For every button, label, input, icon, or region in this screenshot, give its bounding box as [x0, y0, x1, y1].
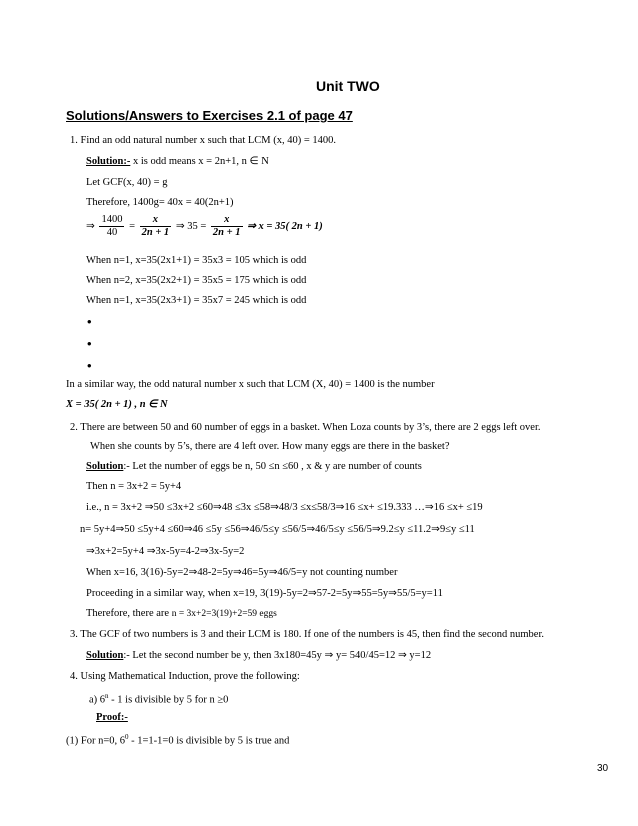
- solution-label: Solution: [86, 650, 124, 661]
- question-1: 1. Find an odd natural number x such that LCM (x, 40) = 1400.: [70, 135, 337, 146]
- fraction-2: $\frac{x}{2n + 1}$: [141, 214, 170, 238]
- eq-end: ⇒ x = 35( 2n + 1): [247, 220, 323, 232]
- eq-arrow: ⇒: [86, 220, 95, 232]
- fraction-1: $\frac{1400}{40}$: [101, 214, 123, 238]
- solution-label: Solution: [86, 461, 124, 472]
- unit-title: Unit TWO: [316, 78, 380, 94]
- q1-answer: X = 35( 2n + 1) , n ∈ N: [66, 399, 168, 410]
- q3-solution: [86, 649, 431, 662]
- q1-equation: [86, 214, 323, 239]
- q2-line-2: i.e., n = 3x+2 ⇒50 ≤3x+2 ≤60⇒48 ≤3x ≤58⇒48/3 ≤x≤58/3⇒16 ≤x+ ≤19.333 …⇒16 ≤x+ ≤19: [86, 502, 483, 513]
- q2-solution: [86, 460, 422, 473]
- q2-line-1: Then n = 3x+2 = 5y+4: [86, 481, 182, 492]
- page-number: 30: [597, 763, 609, 774]
- q1-solution: [86, 155, 269, 168]
- question-3: 3. The GCF of two numbers is 3 and their LCM is 180. If one of the numbers is 45, then find the second number.: [70, 629, 544, 640]
- solution-text: x is odd means x = 2n+1, n ∈ N: [130, 156, 269, 167]
- eq-equals: =: [129, 220, 135, 232]
- q4-part-a: a) 6$^n$ - 1 is divisible by 5 for n ≥0: [89, 692, 229, 706]
- q2-line-5: When x=16, 3(16)-5y=2⇒48-2=5y⇒46=5y⇒46/5=y not counting number: [86, 567, 398, 578]
- q1-case-1: When n=1, x=35(2x1+1) = 35x3 = 105 which is odd: [86, 255, 307, 266]
- q2-line-7: Therefore, there are n = 3x+2=3(19)+2=59 eggs: [86, 608, 277, 619]
- q2-line-4: ⇒3x+2=5y+4 ⇒3x-5y=4-2⇒3x-5y=2: [86, 546, 245, 557]
- q4-proof-label: Proof:-: [96, 712, 128, 723]
- q1-gcf: Let GCF(x, 40) = g: [86, 177, 168, 188]
- solution-text: :- Let the number of eggs be n, 50 ≤n ≤60 , x & y are number of counts: [123, 461, 422, 472]
- question-2-line-1: 2. There are between 50 and 60 number of eggs in a basket. When Loza counts by 3’s, there are 2 eggs left over.: [70, 422, 541, 433]
- eq-middle: ⇒ 35 =: [175, 220, 207, 232]
- q2-line-3: n= 5y+4⇒50 ≤5y+4 ≤60⇒46 ≤5y ≤56⇒46/5≤y ≤56/5⇒46/5≤y ≤56/5⇒9.2≤y ≤11.2⇒9≤y ≤11: [80, 524, 475, 535]
- solution-label: Solution:-: [86, 156, 131, 167]
- q1-case-3: When n=1, x=35(2x3+1) = 35x7 = 245 which is odd: [86, 295, 307, 306]
- q1-therefore: Therefore, 1400g= 40x = 40(2n+1): [86, 197, 234, 208]
- section-heading: Solutions/Answers to Exercises 2.1 of page 47: [66, 108, 353, 123]
- ellipsis-dot: •: [87, 358, 92, 373]
- ellipsis-dot: •: [87, 314, 92, 329]
- q2-line-6: Proceeding in a similar way, when x=19, 3(19)-5y=2⇒57-2=5y⇒55=5y⇒55/5=y=11: [86, 588, 443, 599]
- ellipsis-dot: •: [87, 336, 92, 351]
- solution-text: :- Let the second number be y, then 3x180=45y ⇒ y= 540/45=12 ⇒ y=12: [123, 650, 432, 661]
- q1-similar: In a similar way, the odd natural number x such that LCM (X, 40) = 1400 is the number: [66, 379, 435, 390]
- q1-case-2: When n=2, x=35(2x2+1) = 35x5 = 175 which is odd: [86, 275, 307, 286]
- fraction-3: $\frac{x}{2n + 1}$: [212, 214, 241, 238]
- question-2-line-2: When she counts by 5’s, there are 4 left over. How many eggs are there in the basket?: [90, 441, 450, 452]
- q4-step-1: (1) For n=0, $6^0 - 1=1-1=0$ is divisible by 5 is true and: [66, 733, 290, 747]
- question-4: 4. Using Mathematical Induction, prove the following:: [70, 671, 300, 682]
